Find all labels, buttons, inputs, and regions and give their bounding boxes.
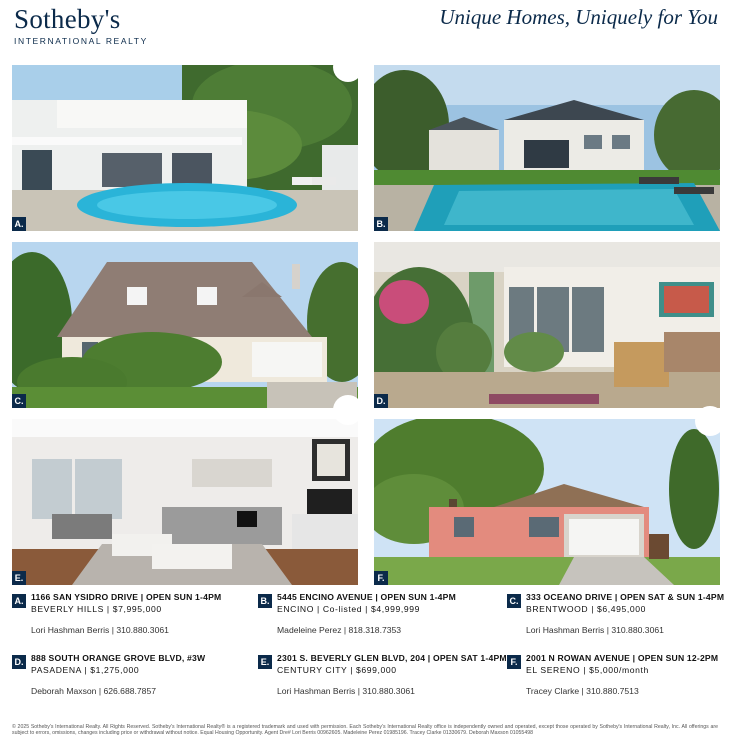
listing-city-price: ENCINO | Co-listed | $4,999,999 bbox=[277, 604, 420, 614]
photo-a[interactable] bbox=[12, 65, 358, 231]
listing-a[interactable] bbox=[12, 592, 237, 635]
tagline: Unique Homes, Uniquely for You bbox=[439, 5, 718, 29]
listing-b[interactable] bbox=[258, 592, 483, 635]
photo-label: D. bbox=[374, 394, 388, 408]
photo-d[interactable] bbox=[374, 242, 720, 408]
listing-address: 888 SOUTH ORANGE GROVE BLVD, #3W bbox=[31, 653, 206, 663]
listing-letter: D. bbox=[12, 655, 26, 669]
photo-label: E. bbox=[12, 571, 26, 585]
brand-logo[interactable] bbox=[14, 4, 148, 46]
living-room-photo bbox=[12, 419, 358, 585]
listing-letter: E. bbox=[258, 655, 272, 669]
patio-photo bbox=[374, 242, 720, 408]
photo-label: C. bbox=[12, 394, 26, 408]
listing-city-price: BRENTWOOD | $6,495,000 bbox=[526, 604, 647, 614]
listing-letter: B. bbox=[258, 594, 272, 608]
listing-address: 2301 S. BEVERLY GLEN BLVD, 204 | OPEN SAT 1-4PM bbox=[277, 653, 507, 663]
listing-agent: Madeleine Perez | 818.318.7353 bbox=[277, 625, 402, 635]
estate-pool-photo bbox=[374, 65, 720, 231]
listing-letter: F. bbox=[507, 655, 521, 669]
brand-name: Sotheby's bbox=[14, 4, 121, 34]
listing-city-price: PASADENA | $1,275,000 bbox=[31, 665, 140, 675]
listing-address: 1166 SAN YSIDRO DRIVE | OPEN SUN 1-4PM bbox=[31, 592, 222, 602]
listing-city-price: BEVERLY HILLS | $7,995,000 bbox=[31, 604, 162, 614]
listing-city-price: EL SERENO | $5,000/month bbox=[526, 665, 649, 675]
listing-city-price: CENTURY CITY | $699,000 bbox=[277, 665, 397, 675]
listing-letter: A. bbox=[12, 594, 26, 608]
photo-b[interactable] bbox=[374, 65, 720, 231]
legal-footer: © 2025 Sotheby's International Realty. All Rights Reserved. Sotheby's International Realty® is a registered trademark and used with permission. Each Sotheby's International Realty office is independently owned and operated, except those operated by Sotheby's International Realty, Inc. All offerings are subject to errors, omissions, changes including price or withdrawal without notice. Equal Housing Opportunity. Agent Dre# Lori Berris 00962605. Madeleine Perez 01985196. Tracey Clarke 01330679. Deborah Maxson 01055498 bbox=[12, 724, 718, 737]
photo-label: B. bbox=[374, 217, 388, 231]
photo-f[interactable] bbox=[374, 419, 720, 585]
listing-agent: Deborah Maxson | 626.688.7857 bbox=[31, 686, 157, 696]
photo-label: F. bbox=[374, 571, 388, 585]
photo-label: A. bbox=[12, 217, 26, 231]
listing-letter: C. bbox=[507, 594, 521, 608]
listing-agent: Lori Hashman Berris | 310.880.3061 bbox=[526, 625, 664, 635]
listing-e[interactable] bbox=[258, 653, 507, 696]
listing-c[interactable] bbox=[507, 592, 730, 635]
listing-agent: Lori Hashman Berris | 310.880.3061 bbox=[31, 625, 169, 635]
listing-address: 333 OCEANO DRIVE | OPEN SAT & SUN 1-4PM bbox=[526, 592, 725, 602]
listing-f[interactable] bbox=[507, 653, 730, 696]
corner-notch bbox=[333, 395, 363, 425]
listing-address: 5445 ENCINO AVENUE | OPEN SUN 1-4PM bbox=[277, 592, 456, 602]
listing-address: 2001 N ROWAN AVENUE | OPEN SUN 12-2PM bbox=[526, 653, 719, 663]
photo-c[interactable] bbox=[12, 242, 358, 408]
photo-e[interactable] bbox=[12, 419, 358, 585]
corner-notch bbox=[333, 52, 363, 82]
listing-agent: Lori Hashman Berris | 310.880.3061 bbox=[277, 686, 415, 696]
bungalow-photo bbox=[374, 419, 720, 585]
corner-notch bbox=[695, 406, 725, 436]
cottage-photo bbox=[12, 242, 358, 408]
brand-subtitle: INTERNATIONAL REALTY bbox=[14, 36, 148, 46]
listing-agent: Tracey Clarke | 310.880.7513 bbox=[526, 686, 639, 696]
listing-d[interactable] bbox=[12, 653, 237, 696]
pool-villa-photo bbox=[12, 65, 358, 231]
